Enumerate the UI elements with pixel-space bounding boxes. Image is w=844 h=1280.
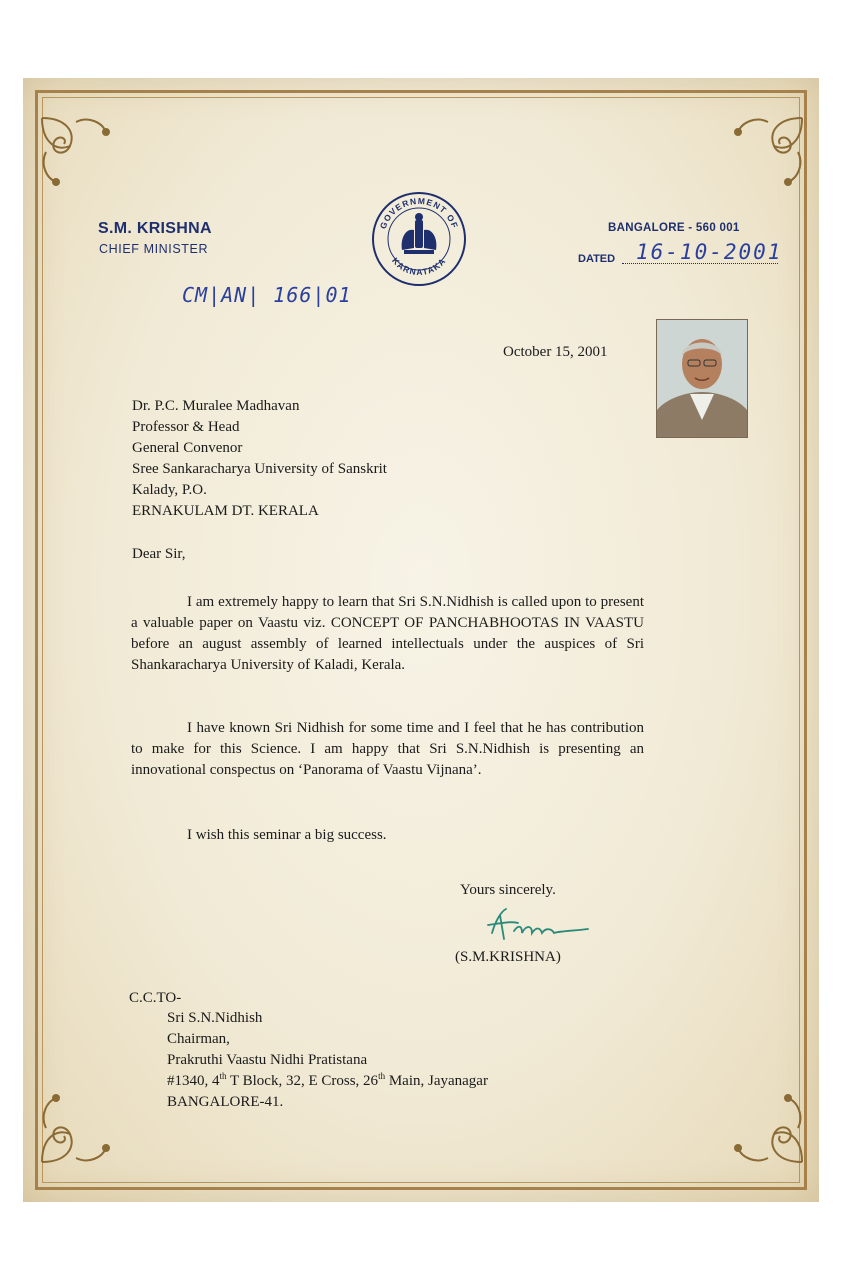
cc-label: C.C.TO- (129, 990, 182, 1006)
government-emblem (370, 190, 468, 288)
signature (462, 905, 592, 945)
body-paragraph-1: I am extremely happy to learn that Sri S.N.Nidhish is called upon to present a valuable paper on Vaastu viz. CONCEPT OF PANCHABHOOTAS IN VAASTU before an august assembly of learned intellectuals under the auspices of Sri Shankaracharya University of Kaladi, Kerala. (131, 594, 644, 673)
cc-address (167, 1008, 488, 1113)
flourish-bottom-right-icon (726, 1086, 808, 1168)
closing: Yours sincerely. (460, 882, 556, 898)
cc-address-part: #1340, 4 (167, 1073, 220, 1089)
letterhead-address: BANGALORE - 560 001 (608, 222, 740, 234)
recipient-line: Sree Sankaracharya University of Sanskrit (132, 461, 387, 477)
recipient-line: Dr. P.C. Muralee Madhavan (132, 398, 300, 414)
karnataka-emblem-icon (402, 213, 437, 254)
cc-line: Prakruthi Vaastu Nidhi Pratistana (167, 1052, 368, 1068)
svg-text:KARNATAKA (390, 256, 448, 278)
flourish-top-right-icon (726, 112, 808, 194)
signatory-name: (S.M.KRISHNA) (455, 949, 561, 965)
emblem-top-text: GOVERNMENT OF (377, 195, 461, 231)
dated-label: DATED (578, 253, 616, 265)
letter-date: October 15, 2001 (503, 344, 608, 360)
cc-address-line (167, 1071, 488, 1092)
ordinal-suffix: th (219, 1071, 227, 1081)
recipient-line: Professor & Head (132, 419, 240, 435)
recipient-line: ERNAKULAM DT. KERALA (132, 503, 319, 519)
cc-address-part: T Block, 32, E Cross, 26 (226, 1073, 379, 1089)
cc-address-part: Main, Jayanagar (385, 1073, 488, 1089)
cc-line: Chairman, (167, 1031, 230, 1047)
salutation: Dear Sir, (132, 546, 186, 562)
cc-line: Sri S.N.Nidhish (167, 1010, 263, 1026)
body-paragraph-3: I wish this seminar a big success. (187, 827, 387, 843)
ordinal-suffix: th (378, 1071, 386, 1081)
handwritten-reference-number: CM|AN| 166|01 (182, 283, 352, 307)
recipient-line: Kalady, P.O. (132, 482, 207, 498)
portrait-photo (656, 319, 748, 438)
handwritten-date: 16-10-2001 (636, 240, 783, 264)
letterhead-title: CHIEF MINISTER (99, 242, 209, 256)
flourish-top-left-icon (36, 112, 118, 194)
flourish-bottom-left-icon (36, 1086, 118, 1168)
recipient-address (132, 396, 387, 522)
recipient-line: General Convenor (132, 440, 243, 456)
emblem-bottom-text: KARNATAKA (390, 255, 448, 278)
body-paragraph-2: I have known Sri Nidhish for some time and I feel that he has contribution to make for this Science. I am happy that Sri S.N.Nidhish is presenting an innovational conspectus on ‘Panorama of Vaastu Vijnana’. (131, 720, 644, 778)
letterhead-name: S.M. KRISHNA (98, 220, 212, 237)
cc-city: BANGALORE-41. (167, 1094, 284, 1110)
